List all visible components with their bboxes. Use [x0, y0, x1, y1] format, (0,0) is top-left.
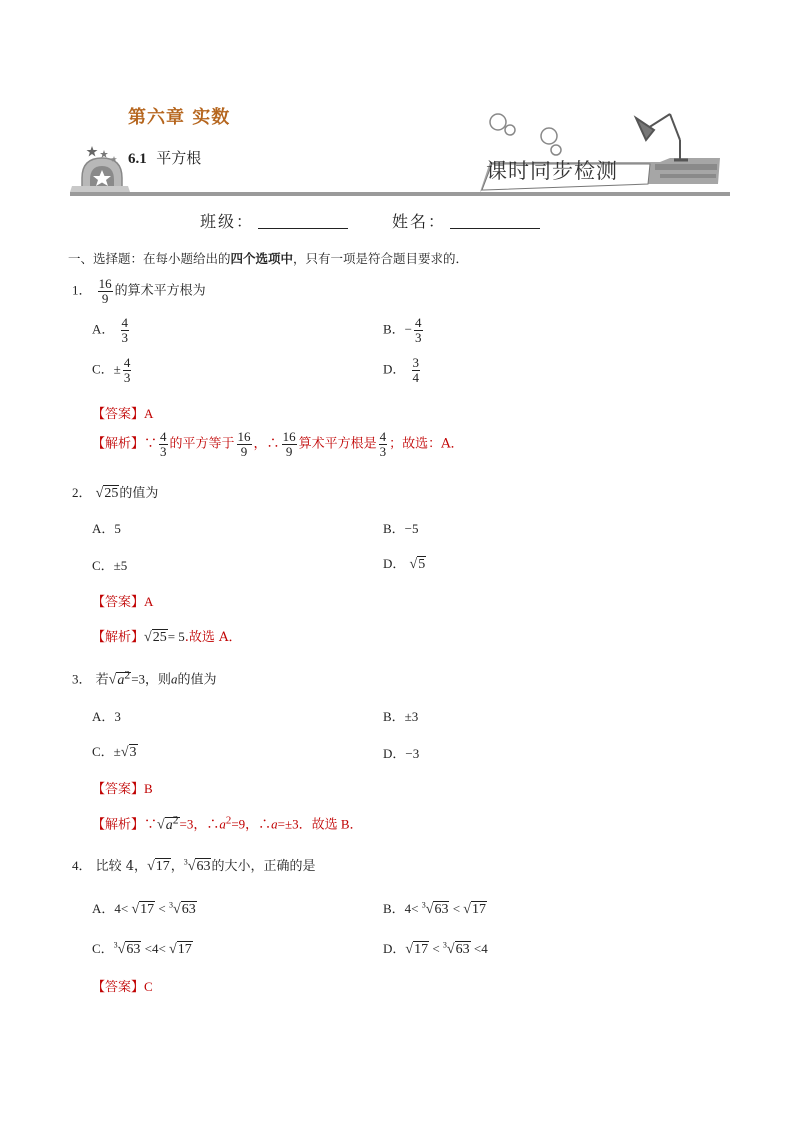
- option-b[interactable]: B．4< $^3$√63 < √17: [383, 900, 486, 917]
- option-a[interactable]: A．4< √17 < $^3$√63: [92, 900, 196, 917]
- bubbles-icon: [490, 114, 561, 155]
- analysis-1: 【解析】∵ $\frac{4}{3}$ 的平方等于 $\frac{16}{9}$ ，∴ $\frac{16}{9}$ 算术平方根是 $\frac{4}{3}$ ；故选：A．: [92, 429, 464, 459]
- instruction-text-end: ，只有一项是符合题目要求的．: [293, 251, 469, 266]
- name-field: [392, 209, 540, 232]
- question-3: 3． 若$√a^2=3$，则a的值为: [72, 668, 217, 688]
- section-title: [128, 147, 201, 168]
- option-a[interactable]: A． $\frac{4}{3}$: [92, 315, 129, 345]
- option-b[interactable]: B．±3: [383, 709, 419, 724]
- fraction: $\frac{16}{9}$: [98, 276, 112, 306]
- chapter-title: 第六章 实数: [128, 107, 231, 128]
- answer-value: A: [144, 406, 154, 421]
- answer-2: 【答案】A: [92, 594, 154, 610]
- option-d[interactable]: D． √5: [383, 556, 426, 572]
- instruction-bold: 四个选项中: [230, 251, 294, 266]
- option-c[interactable]: C．±√3: [92, 744, 137, 760]
- answer-3: 【答案】B: [92, 781, 153, 797]
- analysis-3: 【解析】$\because√a^2=3$，$\therefore a^2=9$，∴a=±3．故选 B．: [92, 813, 363, 833]
- question-1: [72, 277, 206, 305]
- analysis-2: 【解析】√25= 5.故选 A．: [92, 629, 242, 645]
- option-c[interactable]: C．± $\frac{4}{3}$: [92, 355, 131, 385]
- question-number: 1．: [72, 282, 92, 298]
- option-b[interactable]: B．− $\frac{4}{3}$: [383, 315, 422, 345]
- class-field: [200, 209, 348, 232]
- option-b[interactable]: B．−5: [383, 521, 419, 536]
- question-4: 4． 比较 4，√17，$^3$√63的大小，正确的是: [72, 857, 316, 874]
- option-d[interactable]: D． $\frac{3}{4}$: [383, 355, 420, 385]
- section-instruction: [68, 249, 468, 267]
- option-c[interactable]: C．±5: [92, 558, 128, 573]
- question-2: 2． √25的值为: [72, 485, 159, 501]
- answer-tag: 【答案】: [92, 407, 145, 422]
- option-a[interactable]: A．5: [92, 521, 121, 536]
- answer-4: 【答案】C: [92, 979, 153, 995]
- class-blank[interactable]: [258, 213, 348, 229]
- section-number: 6.1: [128, 151, 147, 167]
- instruction-text: 一、选择题：在每小题给出的: [68, 251, 231, 266]
- class-label: 班级：: [200, 212, 255, 231]
- name-blank[interactable]: [450, 213, 540, 229]
- option-c[interactable]: C．$^3$√63 <4< √17: [92, 940, 192, 957]
- name-label: 姓名：: [392, 212, 447, 231]
- desk-lamp-icon: [636, 114, 688, 160]
- question-text: 的算术平方根为: [114, 283, 206, 299]
- answer-1: [92, 403, 153, 422]
- sqrt-expression: √25: [95, 486, 119, 501]
- section-name: 平方根: [156, 149, 202, 167]
- option-d[interactable]: D．√17 < $^3$√63 <4: [383, 940, 488, 957]
- option-a[interactable]: A．3: [92, 709, 121, 724]
- star-badge-icon: [82, 146, 122, 192]
- banner-label: 课时同步检测: [486, 159, 618, 183]
- option-d[interactable]: D．−3: [383, 746, 420, 761]
